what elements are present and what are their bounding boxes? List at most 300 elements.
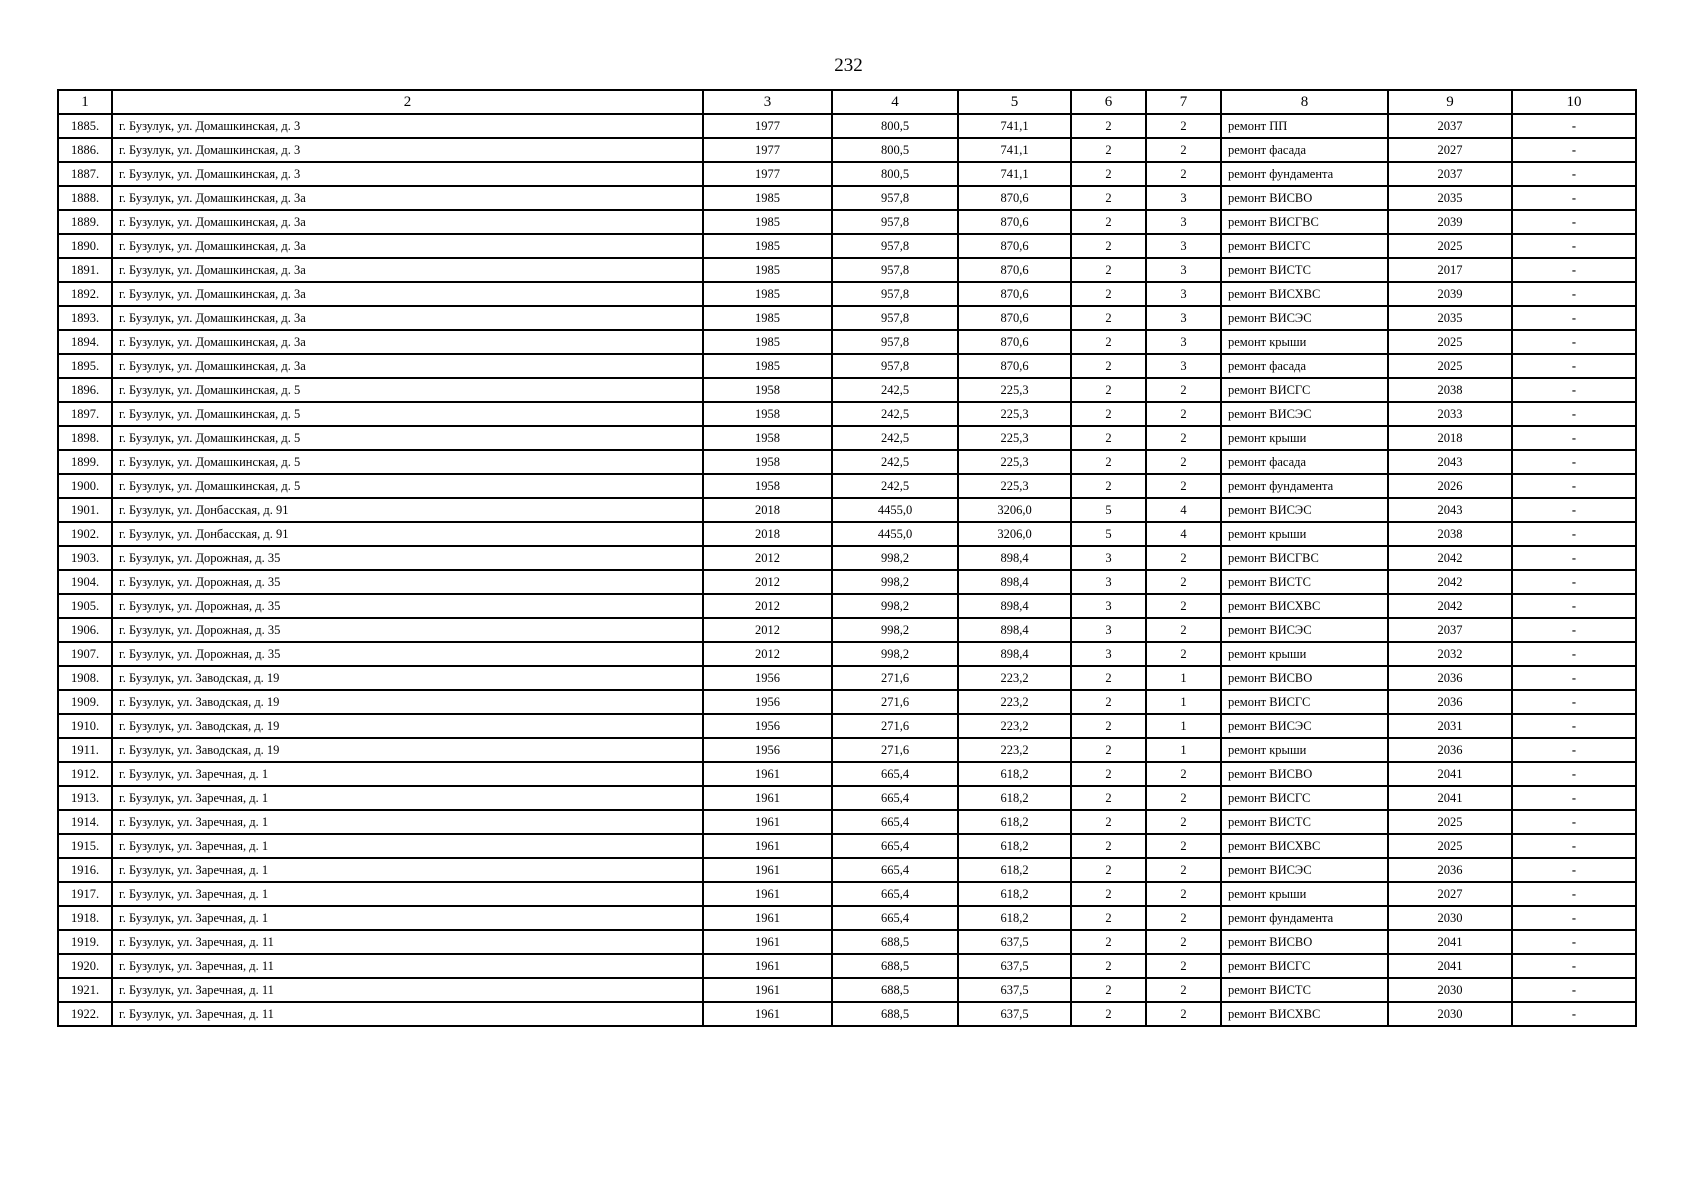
cell-address: г. Бузулук, ул. Донбасская, д. 91 <box>112 522 703 546</box>
cell-address: г. Бузулук, ул. Заречная, д. 1 <box>112 882 703 906</box>
cell-planned-year: 2017 <box>1388 258 1512 282</box>
cell-year-built: 1977 <box>703 138 832 162</box>
cell-planned-year: 2037 <box>1388 618 1512 642</box>
cell-address: г. Бузулук, ул. Заводская, д. 19 <box>112 738 703 762</box>
cell-address: г. Бузулук, ул. Донбасская, д. 91 <box>112 498 703 522</box>
cell-work-type: ремонт ВИСТС <box>1221 810 1388 834</box>
cell-total-area: 998,2 <box>832 570 958 594</box>
cell-total-area: 271,6 <box>832 666 958 690</box>
cell-note: - <box>1512 930 1636 954</box>
cell-note: - <box>1512 690 1636 714</box>
cell-row-number: 1911. <box>58 738 112 762</box>
table-row <box>58 906 1636 930</box>
cell-year-built: 1961 <box>703 978 832 1002</box>
table-row <box>58 666 1636 690</box>
cell-living-area: 898,4 <box>958 618 1071 642</box>
table-row <box>58 714 1636 738</box>
cell-planned-year: 2037 <box>1388 114 1512 138</box>
cell-planned-year: 2042 <box>1388 546 1512 570</box>
cell-total-area: 957,8 <box>832 186 958 210</box>
cell-entrances: 2 <box>1146 978 1221 1002</box>
cell-planned-year: 2025 <box>1388 330 1512 354</box>
cell-floors: 2 <box>1071 882 1146 906</box>
cell-year-built: 2012 <box>703 594 832 618</box>
cell-living-area: 898,4 <box>958 546 1071 570</box>
cell-total-area: 242,5 <box>832 426 958 450</box>
cell-planned-year: 2030 <box>1388 1002 1512 1026</box>
cell-planned-year: 2027 <box>1388 882 1512 906</box>
cell-living-area: 223,2 <box>958 666 1071 690</box>
cell-work-type: ремонт ВИСЭС <box>1221 714 1388 738</box>
cell-total-area: 998,2 <box>832 642 958 666</box>
cell-note: - <box>1512 594 1636 618</box>
cell-note: - <box>1512 210 1636 234</box>
cell-planned-year: 2026 <box>1388 474 1512 498</box>
cell-living-area: 618,2 <box>958 810 1071 834</box>
cell-total-area: 665,4 <box>832 834 958 858</box>
cell-entrances: 2 <box>1146 1002 1221 1026</box>
cell-total-area: 665,4 <box>832 810 958 834</box>
cell-total-area: 957,8 <box>832 258 958 282</box>
cell-planned-year: 2042 <box>1388 570 1512 594</box>
cell-note: - <box>1512 258 1636 282</box>
cell-entrances: 3 <box>1146 210 1221 234</box>
cell-living-area: 618,2 <box>958 834 1071 858</box>
cell-year-built: 1961 <box>703 858 832 882</box>
cell-row-number: 1904. <box>58 570 112 594</box>
cell-total-area: 4455,0 <box>832 522 958 546</box>
cell-planned-year: 2036 <box>1388 858 1512 882</box>
cell-note: - <box>1512 474 1636 498</box>
cell-row-number: 1889. <box>58 210 112 234</box>
table-row <box>58 426 1636 450</box>
cell-living-area: 223,2 <box>958 714 1071 738</box>
cell-row-number: 1917. <box>58 882 112 906</box>
column-header: 7 <box>1146 90 1221 114</box>
table-row <box>58 642 1636 666</box>
column-header: 9 <box>1388 90 1512 114</box>
cell-row-number: 1907. <box>58 642 112 666</box>
table-row <box>58 498 1636 522</box>
table-row <box>58 306 1636 330</box>
cell-entrances: 2 <box>1146 834 1221 858</box>
cell-address: г. Бузулук, ул. Домашкинская, д. 3а <box>112 354 703 378</box>
cell-living-area: 870,6 <box>958 258 1071 282</box>
cell-year-built: 1985 <box>703 282 832 306</box>
cell-row-number: 1898. <box>58 426 112 450</box>
cell-year-built: 1956 <box>703 738 832 762</box>
cell-total-area: 957,8 <box>832 234 958 258</box>
table-row <box>58 978 1636 1002</box>
cell-work-type: ремонт ВИСГВС <box>1221 546 1388 570</box>
cell-floors: 2 <box>1071 906 1146 930</box>
cell-address: г. Бузулук, ул. Заречная, д. 1 <box>112 906 703 930</box>
cell-year-built: 1961 <box>703 810 832 834</box>
cell-floors: 5 <box>1071 498 1146 522</box>
cell-living-area: 637,5 <box>958 978 1071 1002</box>
table-row <box>58 882 1636 906</box>
table-row <box>58 474 1636 498</box>
cell-planned-year: 2036 <box>1388 666 1512 690</box>
cell-work-type: ремонт фасада <box>1221 450 1388 474</box>
cell-row-number: 1916. <box>58 858 112 882</box>
table-row <box>58 258 1636 282</box>
table-row <box>58 354 1636 378</box>
cell-living-area: 225,3 <box>958 450 1071 474</box>
cell-note: - <box>1512 522 1636 546</box>
cell-living-area: 637,5 <box>958 930 1071 954</box>
cell-entrances: 2 <box>1146 138 1221 162</box>
cell-entrances: 3 <box>1146 258 1221 282</box>
cell-entrances: 3 <box>1146 330 1221 354</box>
cell-row-number: 1890. <box>58 234 112 258</box>
cell-entrances: 2 <box>1146 594 1221 618</box>
cell-year-built: 1961 <box>703 954 832 978</box>
cell-work-type: ремонт ВИСХВС <box>1221 834 1388 858</box>
cell-note: - <box>1512 786 1636 810</box>
column-header: 2 <box>112 90 703 114</box>
cell-work-type: ремонт ВИСГС <box>1221 690 1388 714</box>
cell-total-area: 665,4 <box>832 858 958 882</box>
cell-work-type: ремонт ПП <box>1221 114 1388 138</box>
cell-row-number: 1921. <box>58 978 112 1002</box>
cell-row-number: 1902. <box>58 522 112 546</box>
table-row <box>58 930 1636 954</box>
cell-note: - <box>1512 882 1636 906</box>
cell-floors: 2 <box>1071 714 1146 738</box>
cell-work-type: ремонт ВИСГС <box>1221 786 1388 810</box>
cell-year-built: 2012 <box>703 642 832 666</box>
cell-row-number: 1906. <box>58 618 112 642</box>
cell-address: г. Бузулук, ул. Домашкинская, д. 3 <box>112 114 703 138</box>
cell-floors: 2 <box>1071 954 1146 978</box>
cell-address: г. Бузулук, ул. Заречная, д. 11 <box>112 954 703 978</box>
cell-note: - <box>1512 906 1636 930</box>
cell-entrances: 2 <box>1146 378 1221 402</box>
cell-planned-year: 2031 <box>1388 714 1512 738</box>
table-row <box>58 114 1636 138</box>
cell-work-type: ремонт ВИСЭС <box>1221 402 1388 426</box>
cell-total-area: 242,5 <box>832 450 958 474</box>
cell-floors: 3 <box>1071 570 1146 594</box>
cell-total-area: 665,4 <box>832 762 958 786</box>
cell-note: - <box>1512 162 1636 186</box>
cell-planned-year: 2037 <box>1388 162 1512 186</box>
cell-work-type: ремонт фасада <box>1221 354 1388 378</box>
cell-entrances: 2 <box>1146 162 1221 186</box>
cell-note: - <box>1512 810 1636 834</box>
table-row <box>58 786 1636 810</box>
cell-floors: 2 <box>1071 762 1146 786</box>
cell-total-area: 665,4 <box>832 786 958 810</box>
cell-note: - <box>1512 714 1636 738</box>
cell-note: - <box>1512 114 1636 138</box>
column-header: 5 <box>958 90 1071 114</box>
cell-total-area: 957,8 <box>832 306 958 330</box>
cell-work-type: ремонт фундамента <box>1221 906 1388 930</box>
cell-planned-year: 2041 <box>1388 930 1512 954</box>
cell-row-number: 1886. <box>58 138 112 162</box>
cell-work-type: ремонт ВИСТС <box>1221 978 1388 1002</box>
cell-work-type: ремонт ВИСЭС <box>1221 498 1388 522</box>
cell-entrances: 2 <box>1146 642 1221 666</box>
cell-planned-year: 2025 <box>1388 810 1512 834</box>
cell-year-built: 2012 <box>703 570 832 594</box>
cell-work-type: ремонт ВИСГВС <box>1221 210 1388 234</box>
cell-entrances: 1 <box>1146 666 1221 690</box>
cell-planned-year: 2039 <box>1388 282 1512 306</box>
cell-floors: 2 <box>1071 930 1146 954</box>
cell-total-area: 271,6 <box>832 714 958 738</box>
cell-entrances: 1 <box>1146 738 1221 762</box>
cell-address: г. Бузулук, ул. Заречная, д. 1 <box>112 858 703 882</box>
cell-entrances: 1 <box>1146 714 1221 738</box>
cell-address: г. Бузулук, ул. Домашкинская, д. 3а <box>112 234 703 258</box>
cell-living-area: 223,2 <box>958 738 1071 762</box>
cell-note: - <box>1512 498 1636 522</box>
cell-year-built: 1985 <box>703 258 832 282</box>
cell-work-type: ремонт ВИСЭС <box>1221 306 1388 330</box>
cell-work-type: ремонт крыши <box>1221 642 1388 666</box>
cell-total-area: 957,8 <box>832 354 958 378</box>
cell-floors: 2 <box>1071 306 1146 330</box>
cell-year-built: 1961 <box>703 1002 832 1026</box>
cell-floors: 2 <box>1071 786 1146 810</box>
cell-work-type: ремонт ВИСВО <box>1221 186 1388 210</box>
cell-address: г. Бузулук, ул. Заречная, д. 1 <box>112 762 703 786</box>
cell-work-type: ремонт ВИСЭС <box>1221 618 1388 642</box>
cell-planned-year: 2036 <box>1388 738 1512 762</box>
table-row <box>58 570 1636 594</box>
cell-entrances: 3 <box>1146 234 1221 258</box>
cell-entrances: 3 <box>1146 354 1221 378</box>
table-row <box>58 738 1636 762</box>
cell-year-built: 1977 <box>703 162 832 186</box>
cell-note: - <box>1512 306 1636 330</box>
cell-row-number: 1891. <box>58 258 112 282</box>
cell-planned-year: 2042 <box>1388 594 1512 618</box>
cell-living-area: 741,1 <box>958 162 1071 186</box>
table-row <box>58 594 1636 618</box>
cell-row-number: 1893. <box>58 306 112 330</box>
cell-work-type: ремонт фасада <box>1221 138 1388 162</box>
cell-row-number: 1887. <box>58 162 112 186</box>
cell-year-built: 2012 <box>703 618 832 642</box>
cell-living-area: 618,2 <box>958 882 1071 906</box>
table-row <box>58 690 1636 714</box>
cell-row-number: 1892. <box>58 282 112 306</box>
cell-note: - <box>1512 138 1636 162</box>
cell-year-built: 1958 <box>703 378 832 402</box>
cell-entrances: 2 <box>1146 882 1221 906</box>
cell-work-type: ремонт ВИСХВС <box>1221 282 1388 306</box>
column-header: 6 <box>1071 90 1146 114</box>
cell-floors: 2 <box>1071 234 1146 258</box>
cell-row-number: 1910. <box>58 714 112 738</box>
cell-row-number: 1885. <box>58 114 112 138</box>
cell-work-type: ремонт ВИСГС <box>1221 954 1388 978</box>
cell-address: г. Бузулук, ул. Домашкинская, д. 3 <box>112 162 703 186</box>
table-row <box>58 834 1636 858</box>
cell-living-area: 225,3 <box>958 474 1071 498</box>
cell-year-built: 1985 <box>703 330 832 354</box>
cell-total-area: 688,5 <box>832 1002 958 1026</box>
column-header: 8 <box>1221 90 1388 114</box>
cell-row-number: 1919. <box>58 930 112 954</box>
cell-row-number: 1922. <box>58 1002 112 1026</box>
cell-planned-year: 2035 <box>1388 186 1512 210</box>
cell-living-area: 870,6 <box>958 210 1071 234</box>
cell-planned-year: 2025 <box>1388 834 1512 858</box>
cell-entrances: 3 <box>1146 186 1221 210</box>
cell-work-type: ремонт ВИСГС <box>1221 378 1388 402</box>
cell-row-number: 1905. <box>58 594 112 618</box>
cell-year-built: 2012 <box>703 546 832 570</box>
cell-living-area: 618,2 <box>958 762 1071 786</box>
cell-living-area: 3206,0 <box>958 498 1071 522</box>
cell-living-area: 870,6 <box>958 354 1071 378</box>
cell-floors: 2 <box>1071 162 1146 186</box>
cell-planned-year: 2041 <box>1388 954 1512 978</box>
cell-floors: 5 <box>1071 522 1146 546</box>
cell-planned-year: 2041 <box>1388 786 1512 810</box>
cell-work-type: ремонт крыши <box>1221 330 1388 354</box>
cell-living-area: 225,3 <box>958 426 1071 450</box>
cell-entrances: 4 <box>1146 522 1221 546</box>
cell-total-area: 957,8 <box>832 330 958 354</box>
cell-address: г. Бузулук, ул. Домашкинская, д. 3 <box>112 138 703 162</box>
cell-note: - <box>1512 762 1636 786</box>
cell-address: г. Бузулук, ул. Заречная, д. 1 <box>112 834 703 858</box>
cell-address: г. Бузулук, ул. Домашкинская, д. 3а <box>112 258 703 282</box>
cell-note: - <box>1512 666 1636 690</box>
cell-living-area: 225,3 <box>958 378 1071 402</box>
cell-address: г. Бузулук, ул. Заречная, д. 1 <box>112 786 703 810</box>
cell-planned-year: 2030 <box>1388 978 1512 1002</box>
cell-planned-year: 2041 <box>1388 762 1512 786</box>
cell-living-area: 898,4 <box>958 594 1071 618</box>
cell-row-number: 1914. <box>58 810 112 834</box>
table-header <box>58 90 1636 114</box>
table-row <box>58 186 1636 210</box>
cell-floors: 2 <box>1071 114 1146 138</box>
table-row <box>58 522 1636 546</box>
cell-entrances: 2 <box>1146 954 1221 978</box>
cell-row-number: 1894. <box>58 330 112 354</box>
cell-entrances: 2 <box>1146 762 1221 786</box>
table-row <box>58 450 1636 474</box>
repair-schedule-table <box>57 89 1637 1027</box>
cell-year-built: 1977 <box>703 114 832 138</box>
table-row <box>58 402 1636 426</box>
cell-total-area: 998,2 <box>832 546 958 570</box>
repair-schedule-table-container <box>57 89 1637 1027</box>
cell-total-area: 800,5 <box>832 138 958 162</box>
cell-total-area: 957,8 <box>832 210 958 234</box>
column-header: 1 <box>58 90 112 114</box>
cell-planned-year: 2025 <box>1388 234 1512 258</box>
cell-address: г. Бузулук, ул. Заречная, д. 11 <box>112 978 703 1002</box>
cell-total-area: 800,5 <box>832 162 958 186</box>
cell-address: г. Бузулук, ул. Дорожная, д. 35 <box>112 546 703 570</box>
cell-entrances: 2 <box>1146 930 1221 954</box>
table-row <box>58 954 1636 978</box>
cell-row-number: 1888. <box>58 186 112 210</box>
column-header: 10 <box>1512 90 1636 114</box>
cell-living-area: 898,4 <box>958 642 1071 666</box>
cell-address: г. Бузулук, ул. Заводская, д. 19 <box>112 690 703 714</box>
cell-floors: 3 <box>1071 642 1146 666</box>
cell-address: г. Бузулук, ул. Домашкинская, д. 3а <box>112 282 703 306</box>
cell-living-area: 225,3 <box>958 402 1071 426</box>
cell-living-area: 637,5 <box>958 1002 1071 1026</box>
cell-year-built: 1961 <box>703 834 832 858</box>
cell-work-type: ремонт фундамента <box>1221 162 1388 186</box>
cell-note: - <box>1512 978 1636 1002</box>
cell-planned-year: 2018 <box>1388 426 1512 450</box>
cell-address: г. Бузулук, ул. Домашкинская, д. 5 <box>112 474 703 498</box>
cell-floors: 2 <box>1071 1002 1146 1026</box>
cell-note: - <box>1512 834 1636 858</box>
cell-work-type: ремонт ВИСВО <box>1221 762 1388 786</box>
cell-note: - <box>1512 186 1636 210</box>
table-row <box>58 210 1636 234</box>
cell-entrances: 2 <box>1146 858 1221 882</box>
cell-year-built: 1956 <box>703 714 832 738</box>
cell-note: - <box>1512 426 1636 450</box>
table-row <box>58 810 1636 834</box>
cell-work-type: ремонт ВИСХВС <box>1221 594 1388 618</box>
cell-entrances: 2 <box>1146 810 1221 834</box>
cell-year-built: 1958 <box>703 474 832 498</box>
cell-living-area: 223,2 <box>958 690 1071 714</box>
table-row <box>58 330 1636 354</box>
cell-planned-year: 2036 <box>1388 690 1512 714</box>
cell-floors: 2 <box>1071 138 1146 162</box>
cell-total-area: 688,5 <box>832 954 958 978</box>
cell-floors: 2 <box>1071 402 1146 426</box>
cell-total-area: 688,5 <box>832 978 958 1002</box>
cell-planned-year: 2038 <box>1388 522 1512 546</box>
cell-note: - <box>1512 642 1636 666</box>
table-row <box>58 378 1636 402</box>
cell-living-area: 3206,0 <box>958 522 1071 546</box>
table-row <box>58 162 1636 186</box>
table-row <box>58 282 1636 306</box>
cell-note: - <box>1512 738 1636 762</box>
cell-note: - <box>1512 618 1636 642</box>
cell-living-area: 618,2 <box>958 906 1071 930</box>
cell-floors: 2 <box>1071 474 1146 498</box>
cell-living-area: 618,2 <box>958 858 1071 882</box>
cell-row-number: 1903. <box>58 546 112 570</box>
cell-address: г. Бузулук, ул. Заводская, д. 19 <box>112 666 703 690</box>
cell-total-area: 242,5 <box>832 474 958 498</box>
cell-work-type: ремонт ВИСТС <box>1221 258 1388 282</box>
cell-note: - <box>1512 546 1636 570</box>
cell-planned-year: 2033 <box>1388 402 1512 426</box>
table-row <box>58 1002 1636 1026</box>
cell-address: г. Бузулук, ул. Заречная, д. 11 <box>112 1002 703 1026</box>
cell-entrances: 2 <box>1146 618 1221 642</box>
table-row <box>58 546 1636 570</box>
cell-floors: 2 <box>1071 378 1146 402</box>
cell-entrances: 2 <box>1146 570 1221 594</box>
cell-floors: 2 <box>1071 186 1146 210</box>
page-number: 232 <box>834 55 863 76</box>
cell-work-type: ремонт крыши <box>1221 522 1388 546</box>
cell-address: г. Бузулук, ул. Дорожная, д. 35 <box>112 594 703 618</box>
